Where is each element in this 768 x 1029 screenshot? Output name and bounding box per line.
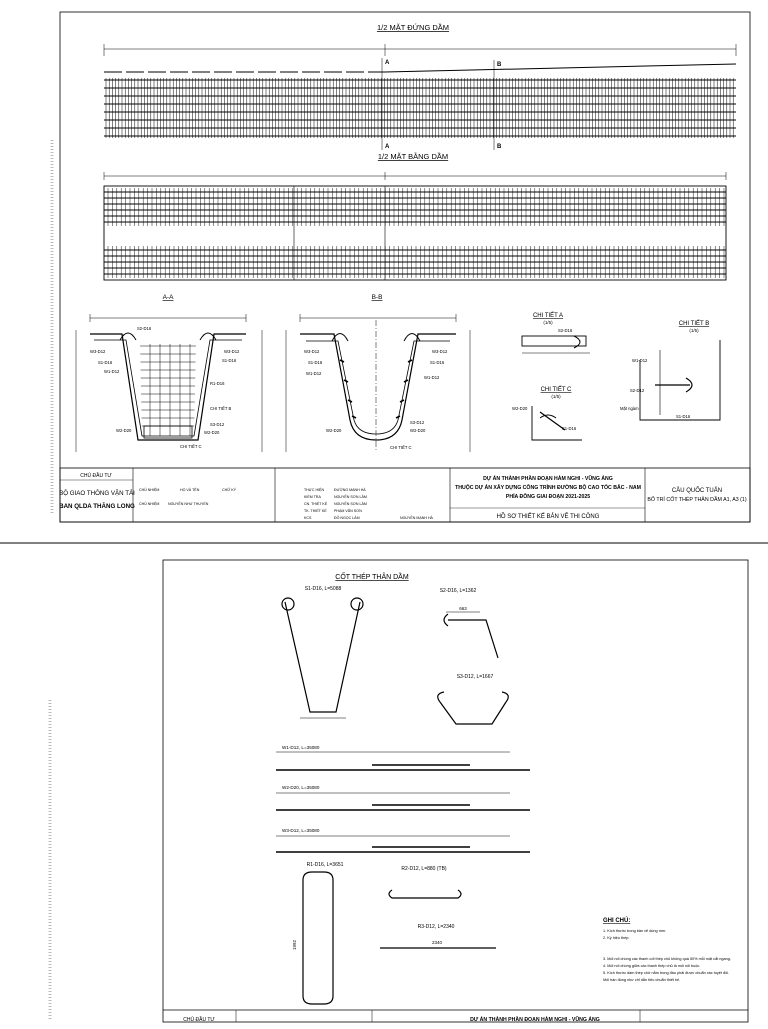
tb1-col-sign: CHỮ KÝ <box>222 488 237 492</box>
label-s2-d16: S2-D16 <box>137 326 152 331</box>
tb1-bridge-name: CẦU QUỐC TUẤN <box>671 488 723 494</box>
tb1-owner-ministry: BỘ GIAO THÔNG VẬN TẢI <box>59 490 135 497</box>
tb1-role-kiem-tra: KIỂM TRA <box>304 495 321 499</box>
tb1-signer: NGUYỄN MẠNH HÀ <box>400 516 433 520</box>
bar-s2-dim: 663 <box>459 606 467 611</box>
tb1-role-tk-thiet-ke: TK. THIẾT KẾ <box>304 509 327 513</box>
label-s1-d16-right: S1-D16 <box>222 358 237 363</box>
bar-s2-label: S2-D16, L=1362 <box>439 588 477 594</box>
tb1-project-line3: PHÍA ĐÔNG GIAI ĐOẠN 2021-2025 <box>505 494 591 500</box>
tb1-name-thuc-hien: ĐƯỜNG MẠNH HÀ <box>334 488 366 492</box>
cut-mark-b-top: B <box>497 62 502 68</box>
label-w1-d12-b-right: W1-D12 <box>424 375 440 380</box>
note-5: 5. Kích thước dầm thép chờ nằm trong đầu phải được chuẩn xác tuyệt đối. <box>603 971 730 975</box>
label-chi-tiet-b: CHI TIẾT B <box>210 406 232 411</box>
tb1-col-role: CHỦ NHIỆM <box>139 488 160 492</box>
label-w2-d20: W2-D20 <box>116 428 132 433</box>
label-r1-d16: R1-D16 <box>210 381 225 386</box>
bar-r1-dim: 1992 <box>292 939 297 951</box>
tb1-design-stage: HỒ SƠ THIẾT KẾ BẢN VẼ THI CÔNG <box>496 514 600 520</box>
detail-a-label: S2-D16 <box>558 328 573 333</box>
label-w3-d12-b-right: W3-D12 <box>432 349 448 354</box>
cut-mark-a-top: A <box>385 60 390 66</box>
bar-s3-label: S3-D12, L=1667 <box>456 674 494 680</box>
notes-heading: GHI CHÚ: <box>603 918 631 924</box>
plan-title: 1/2 MẶT BẰNG DẦM <box>377 152 449 161</box>
detail-b-label-w1: W1-D12 <box>632 358 648 363</box>
bar-w1-label: W1-D12, L=35080 <box>282 745 320 750</box>
tb1-owner-board: BAN QLDA THĂNG LONG <box>59 503 135 510</box>
label-w3-d12-b: W3-D12 <box>304 349 320 354</box>
tb1-project-line2: THUỘC DỰ ÁN XÂY DỰNG CÔNG TRÌNH ĐƯỜNG BỘ CAO TỐC BẮC - NAM <box>455 485 641 491</box>
note-3: 3. Mối nối chồng các thanh cốt thép chủ không quá 50% mỗi mặt cắt ngang. <box>603 957 731 961</box>
section-b-title: B-B <box>371 294 383 301</box>
tb1-name-kcs: ĐỖ NGỌC LÂM <box>334 516 360 520</box>
label-w3-d12-right: W3-D12 <box>224 349 240 354</box>
label-chi-tiet-c-b: CHI TIẾT C <box>390 445 412 450</box>
tb1-project-line1: DỰ ÁN THÀNH PHẦN ĐOẠN HÀM NGHI - VŨNG ÁNG <box>483 476 613 482</box>
detail-b-label-s1: S1-D16 <box>676 414 691 419</box>
bar-r3-dim: 2340 <box>431 940 443 945</box>
note-1: 1. Kích thước trong bản vẽ dùng mm. <box>603 929 667 933</box>
tb1-owner-head: CHỦ ĐẦU TƯ <box>80 473 112 479</box>
tb1-name-tk-thiet-ke: PHẠM VĂN SƠN <box>334 509 362 513</box>
cut-mark-a-bottom: A <box>385 144 390 150</box>
tb1-role-cn-thiet-ke: CN. THIẾT KẾ <box>304 502 328 506</box>
label-w2-d20-right: W2-D20 <box>204 430 220 435</box>
tb1-col-name: HỌ VÀ TÊN <box>180 488 200 492</box>
tb1-role-kcs: KCS <box>304 516 312 520</box>
tb1-role-chu-nhiem: CHỦ NHIỆM <box>139 502 160 506</box>
bar-s1-label: S1-D16, L=5088 <box>304 586 342 592</box>
elevation-title: 1/2 MẶT ĐỨNG DẦM <box>376 23 450 32</box>
detail-a-scale: (1/5) <box>543 320 553 325</box>
tb1-drawing-name: BỐ TRÍ CỐT THÉP THÂN DẦM A1, A3 (1) <box>647 497 747 503</box>
tb1-name-chu-nhiem: NGUYỄN NHƯ THUYẾN <box>168 502 209 506</box>
detail-b-title: CHI TIẾT B <box>678 321 710 327</box>
detail-c-scale: (1/5) <box>551 394 561 399</box>
label-s1-d16: S1-D16 <box>98 360 113 365</box>
label-w2-d20-b: W2-D20 <box>326 428 342 433</box>
label-s1-d16-b-right: S1-D16 <box>430 360 445 365</box>
bar-w2-label: W2-D20, L=35080 <box>282 785 320 790</box>
detail-c-label-w2: W2-D20 <box>512 406 528 411</box>
bar-r1-label: R1-D16, L=3651 <box>306 862 344 868</box>
detail-b-scale: (1/5) <box>689 328 699 333</box>
tb2-owner-head: CHỦ ĐẦU TƯ <box>183 1017 215 1023</box>
cut-mark-b-bottom: B <box>497 144 502 150</box>
bar-schedule-title: CỐT THÉP THÂN DẦM <box>335 574 409 581</box>
tb1-name-cn-thiet-ke: NGUYỄN SƠN LÂM <box>334 502 367 506</box>
detail-c-title: CHI TIẾT C <box>540 387 572 393</box>
label-s3-d12: S3-D12 <box>210 422 225 427</box>
detail-a-title: CHI TIẾT A <box>532 313 564 319</box>
note-6: Mối hàn đúng như chỉ dẫn tiêu chuẩn thiết kế. <box>603 978 681 982</box>
tb1-name-kiem-tra: NGUYỄN SƠN LÂM <box>334 495 367 499</box>
label-w3-d12: W3-D12 <box>90 349 106 354</box>
bar-r2-label: R2-D12, L=880 (TB) <box>401 866 447 872</box>
detail-c-label-s1: S1-D16 <box>562 426 577 431</box>
label-chi-tiet-c: CHI TIẾT C <box>180 444 202 449</box>
label-w2-d20-b-right: W2-D20 <box>410 428 426 433</box>
detail-b-label-s2: S2-D12 <box>630 388 645 393</box>
label-s3-d12-b: S3-D12 <box>410 420 425 425</box>
note-4: 4. Mối nối chồng giữa các thanh thép chủ là mối nối buộc. <box>603 964 701 968</box>
label-s1-d16-b: S1-D16 <box>308 360 323 365</box>
bar-r3-label: R3-D12, L=2340 <box>417 924 455 930</box>
label-w1-d12: W1-D12 <box>104 369 120 374</box>
label-w1-d12-b: W1-D12 <box>306 371 322 376</box>
tb2-project-line1: DỰ ÁN THÀNH PHẦN ĐOẠN HÀM NGHI - VŨNG ÁNG <box>470 1017 600 1023</box>
note-2: 2. Ký hiệu thép: <box>603 936 630 940</box>
section-a-title: A-A <box>162 294 174 301</box>
tb1-role-thuc-hien: THỰC HIỆN <box>304 488 325 492</box>
bar-w3-label: W3-D12, L=35080 <box>282 828 320 833</box>
detail-b-label-mat-ngam: Mặt ngàm <box>620 406 639 411</box>
